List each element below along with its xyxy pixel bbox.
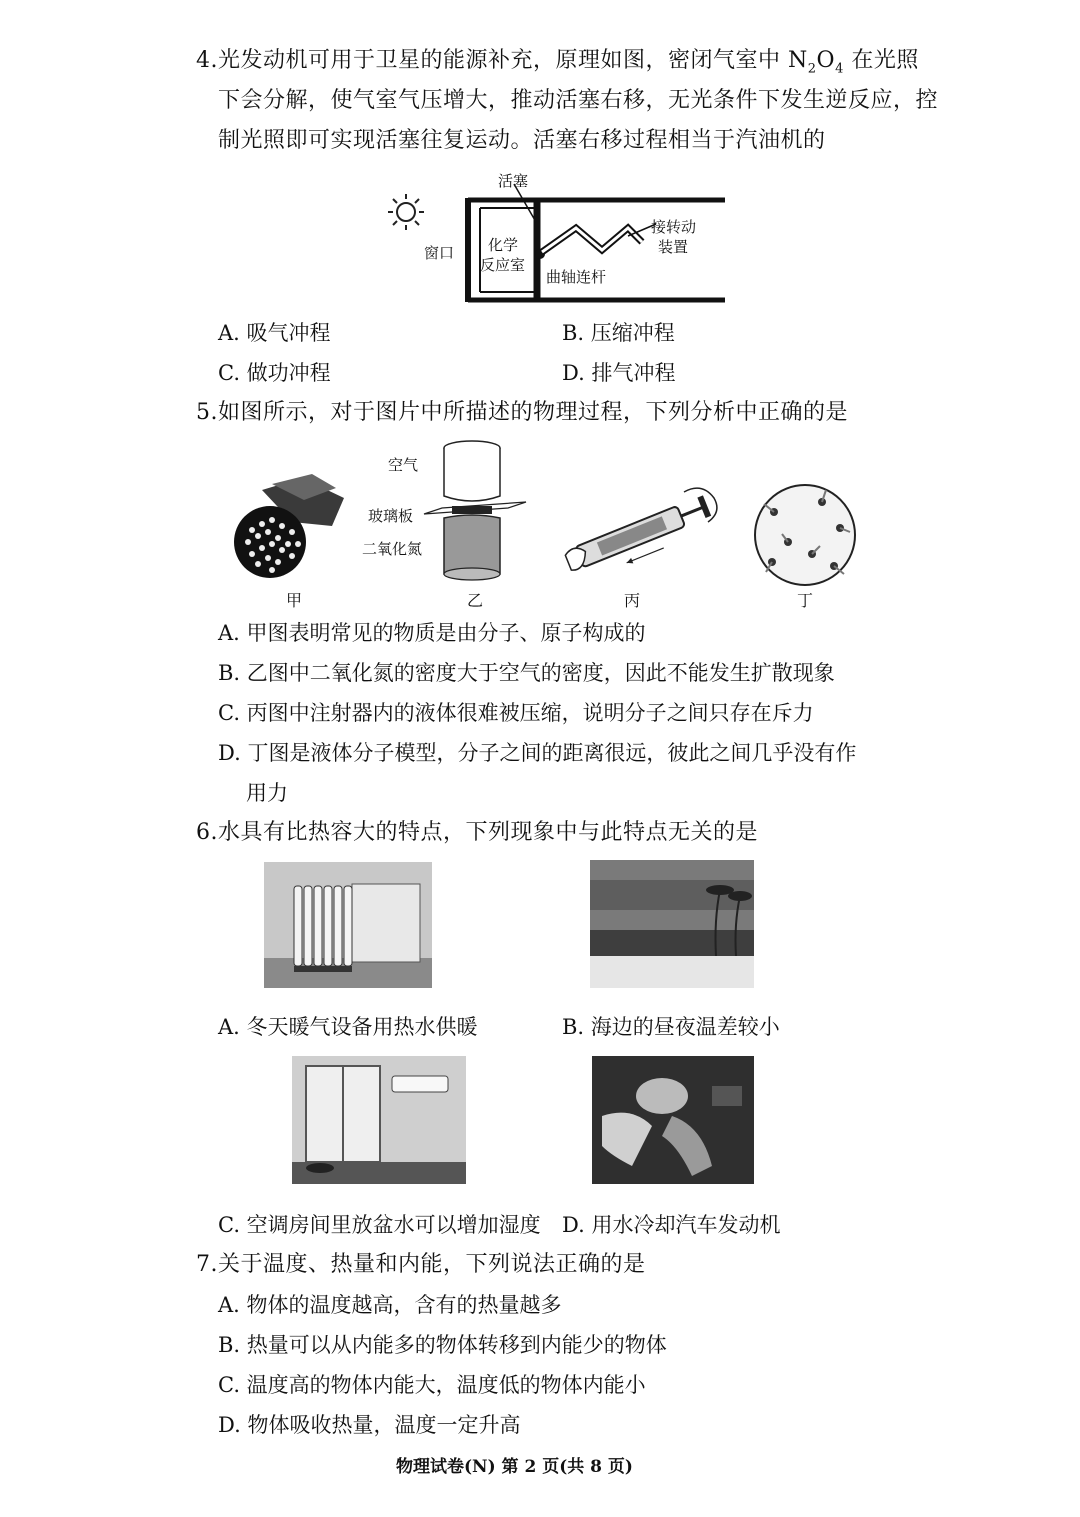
q6-option-b[interactable]: B. 海边的昼夜温差较小 xyxy=(562,1015,780,1039)
q4-formula-sub1: 2 xyxy=(807,61,817,77)
engine-cooling-photo xyxy=(592,1056,754,1184)
label-piston: 活塞 xyxy=(498,172,529,190)
q6-option-c[interactable]: C. 空调房间里放盆水可以增加湿度 xyxy=(218,1213,541,1237)
q4-option-b[interactable]: B. 压缩冲程 xyxy=(562,321,675,345)
molecule-microscope-figure xyxy=(232,470,352,585)
q4-option-d[interactable]: D. 排气冲程 xyxy=(562,361,676,385)
q7-option-d[interactable]: D. 物体吸收热量，温度一定升高 xyxy=(218,1413,521,1437)
q5-stem: 5.如图所示，对于图片中所描述的物理过程，下列分析中正确的是 xyxy=(196,400,848,425)
q4-formula-sub2: 4 xyxy=(835,61,844,77)
radiator-photo xyxy=(264,862,432,988)
gas-molecule-model-figure xyxy=(752,482,858,588)
label-rotate-2: 装置 xyxy=(658,238,689,256)
caption-jia: 甲 xyxy=(286,591,303,610)
q4-text-1: 4.光发动机可用于卫星的能源补充，原理如图，密闭气室中 N xyxy=(196,48,808,73)
label-rotate-1: 接转动 xyxy=(651,218,697,236)
caption-yi: 乙 xyxy=(467,591,484,610)
q5-option-b[interactable]: B. 乙图中二氧化氮的密度大于空气的密度，因此不能发生扩散现象 xyxy=(218,661,835,685)
label-air: 空气 xyxy=(388,456,419,474)
q7-option-a[interactable]: A. 物体的温度越高，含有的热量越多 xyxy=(218,1293,562,1317)
label-chamber-2: 反应室 xyxy=(480,256,526,274)
sun-icon xyxy=(388,194,424,230)
q4-formula-o: O xyxy=(816,48,836,73)
label-crank: 曲轴连杆 xyxy=(546,268,607,286)
q4-line-3: 制光照即可实现活塞往复运动。活塞右移过程相当于汽油机的 xyxy=(218,128,826,153)
label-chamber-1: 化学 xyxy=(488,236,519,254)
syringe-figure xyxy=(556,478,722,586)
q6-option-a[interactable]: A. 冬天暖气设备用热水供暖 xyxy=(218,1015,478,1039)
q4-line-2: 下会分解，使气室气压增大，推动活塞右移，无光条件下发生逆反应，控 xyxy=(218,88,939,113)
label-no2: 二氧化氮 xyxy=(362,540,423,558)
q7-option-b[interactable]: B. 热量可以从内能多的物体转移到内能少的物体 xyxy=(218,1333,667,1357)
ac-room-photo xyxy=(292,1056,466,1184)
q4-line-1 xyxy=(196,46,919,84)
q6-option-d[interactable]: D. 用水冷却汽车发动机 xyxy=(562,1213,781,1237)
q7-stem: 7.关于温度、热量和内能，下列说法正确的是 xyxy=(196,1252,646,1277)
q4-option-a[interactable]: A. 吸气冲程 xyxy=(218,321,331,345)
q4-option-c[interactable]: C. 做功冲程 xyxy=(218,361,331,385)
q5-option-d[interactable]: D. 丁图是液体分子模型，分子之间的距离很远，彼此之间几乎没有作 xyxy=(218,741,857,765)
caption-bing: 丙 xyxy=(624,591,641,610)
seaside-photo xyxy=(590,860,754,988)
q5-option-d-cont: 用力 xyxy=(246,781,288,805)
q6-stem: 6.水具有比热容大的特点，下列现象中与此特点无关的是 xyxy=(196,820,758,845)
q5-option-a[interactable]: A. 甲图表明常见的物质是由分子、原子构成的 xyxy=(218,621,646,645)
label-glass-plate: 玻璃板 xyxy=(368,507,414,525)
caption-ding: 丁 xyxy=(797,591,814,610)
label-window: 窗口 xyxy=(424,244,455,262)
q7-option-c[interactable]: C. 温度高的物体内能大，温度低的物体内能小 xyxy=(218,1373,646,1397)
page-footer: 物理试卷(N) 第 2 页(共 8 页) xyxy=(396,1457,633,1477)
q4-formula-tail: 在光照 xyxy=(851,48,919,73)
q5-option-c[interactable]: C. 丙图中注射器内的液体很难被压缩，说明分子之间只存在斥力 xyxy=(218,701,814,725)
gas-diffusion-figure xyxy=(420,436,530,586)
